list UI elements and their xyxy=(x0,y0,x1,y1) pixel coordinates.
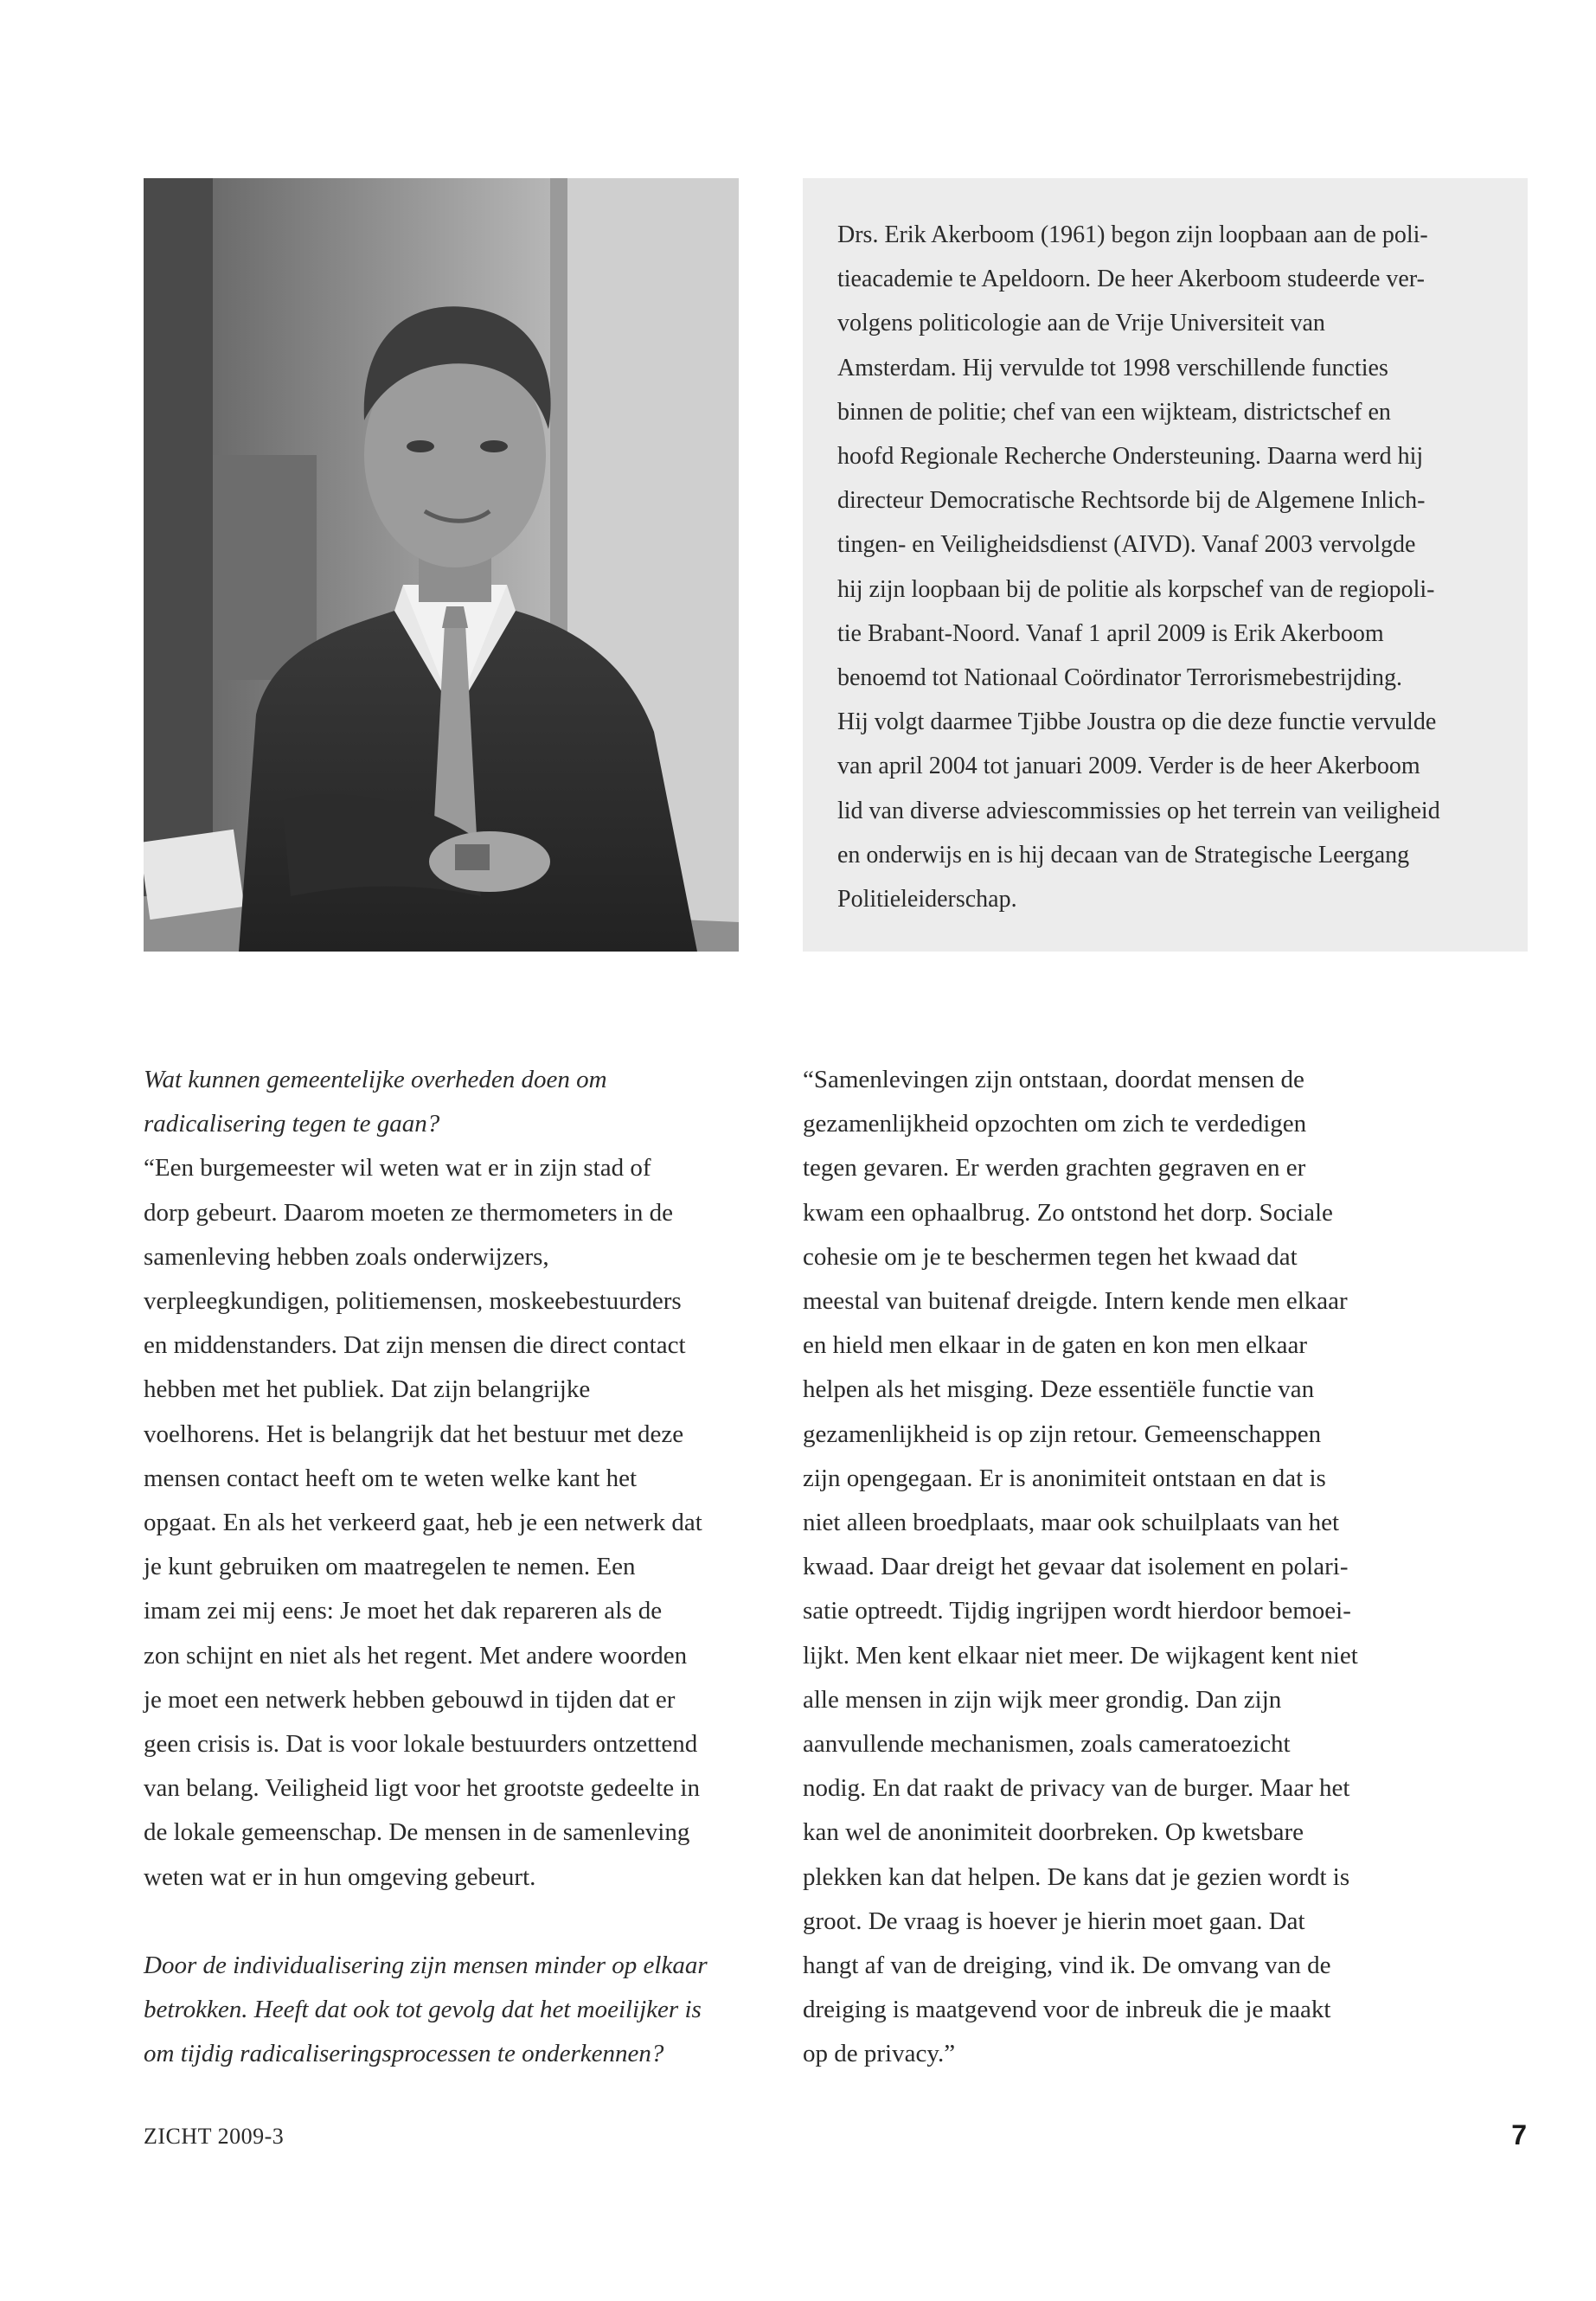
bio-line: van april 2004 tot januari 2009. Verder is de heer Akerboom xyxy=(837,753,1420,780)
answer-line: en middenstanders. Dat zijn mensen die direct contact xyxy=(144,1331,686,1360)
answer-line: geen crisis is. Dat is voor lokale bestuurders ontzettend xyxy=(144,1730,698,1759)
bio-line: hoofd Regionale Recherche Ondersteuning. Daarna werd hij xyxy=(837,443,1424,471)
portrait-photo xyxy=(144,178,739,952)
bio-line: binnen de politie; chef van een wijkteam, districtschef en xyxy=(837,398,1391,426)
bio-line: tingen- en Veiligheidsdienst (AIVD). Vanaf 2003 vervolgde xyxy=(837,531,1416,559)
page-number: 7 xyxy=(1511,2119,1527,2150)
question-line: betrokken. Heeft dat ook tot gevolg dat het moeilijker is xyxy=(144,1996,702,2024)
answer-line: en hield men elkaar in de gaten en kon men elkaar xyxy=(803,1331,1307,1360)
answer-line: alle mensen in zijn wijk meer grondig. Dan zijn xyxy=(803,1685,1282,1714)
bio-line: en onderwijs en is hij decaan van de Strategische Leergang xyxy=(837,841,1410,868)
answer-line: gezamenlijkheid is op zijn retour. Gemeenschappen xyxy=(803,1420,1322,1448)
answer-line: de lokale gemeenschap. De mensen in de samenleving xyxy=(144,1818,690,1847)
bio-line: Politieleiderschap. xyxy=(837,886,1017,913)
bio-line: Amsterdam. Hij vervulde tot 1998 verschillende functies xyxy=(837,354,1388,381)
portrait-illustration xyxy=(144,178,739,952)
publication-label: ZICHT 2009-3 xyxy=(144,2124,285,2149)
answer-line: voelhorens. Het is belangrijk dat het bestuur met deze xyxy=(144,1420,684,1448)
bio-line: Hij volgt daarmee Tjibbe Joustra op die deze functie vervulde xyxy=(837,708,1437,736)
answer-line: groot. De vraag is hoever je hierin moet gaan. Dat xyxy=(803,1907,1305,1935)
answer-line: samenleving hebben zoals onderwijzers, xyxy=(144,1242,549,1271)
bio-line: hij zijn loopbaan bij de politie als korpschef van de regiopoli- xyxy=(837,575,1435,603)
answer-line: kan wel de anonimiteit doorbreken. Op kwetsbare xyxy=(803,1818,1304,1847)
bio-box xyxy=(803,178,1528,952)
answer-line: tegen gevaren. Er werden grachten gegraven en er xyxy=(803,1154,1306,1183)
question-line: om tijdig radicaliseringsprocessen te onderkennen? xyxy=(144,2040,664,2068)
answer-line: zon schijnt en niet als het regent. Met andere woorden xyxy=(144,1641,688,1670)
bio-line: lid van diverse adviescommissies op het terrein van veiligheid xyxy=(837,797,1440,824)
answer-line: gezamenlijkheid opzochten om zich te verdedigen xyxy=(803,1110,1307,1138)
question-line: Wat kunnen gemeentelijke overheden doen om xyxy=(144,1066,607,1093)
answer-line: opgaat. En als het verkeerd gaat, heb je een netwerk dat xyxy=(144,1509,702,1537)
bio-line: volgens politicologie aan de Vrije Universiteit van xyxy=(837,310,1325,337)
answer-line: dreiging is maatgevend voor de inbreuk die je maakt xyxy=(803,1996,1331,2024)
right-column xyxy=(803,1058,1408,2077)
answer-line: niet alleen broedplaats, maar ook schuilplaats van het xyxy=(803,1509,1340,1537)
bio-line: directeur Democratische Rechtsorde bij de Algemene Inlich- xyxy=(837,487,1426,515)
question-line: Door de individualisering zijn mensen minder op elkaar xyxy=(144,1952,708,1980)
answer-line: mensen contact heeft om te weten welke kant het xyxy=(144,1464,638,1492)
answer-line: nodig. En dat raakt de privacy van de burger. Maar het xyxy=(803,1774,1350,1803)
answer-line: imam zei mij eens: Je moet het dak repareren als de xyxy=(144,1597,663,1625)
answer-line: dorp gebeurt. Daarom moeten ze thermometers in de xyxy=(144,1198,673,1227)
paragraph-gap xyxy=(144,1900,749,1944)
answer-line: helpen als het misging. Deze essentiële functie van xyxy=(803,1375,1315,1404)
answer-line: hangt af van de dreiging, vind ik. De omvang van de xyxy=(803,1952,1331,1980)
bio-line: tieacademie te Apeldoorn. De heer Akerboom studeerde ver- xyxy=(837,266,1425,293)
answer-1 xyxy=(144,1146,749,1899)
answer-line: op de privacy.” xyxy=(803,2040,956,2068)
answer-line: “Samenlevingen zijn ontstaan, doordat mensen de xyxy=(803,1066,1304,1093)
answer-line: cohesie om je te beschermen tegen het kwaad dat xyxy=(803,1242,1298,1271)
answer-2 xyxy=(803,1058,1408,2077)
answer-line: je kunt gebruiken om maatregelen te nemen. Een xyxy=(144,1553,636,1581)
question-2 xyxy=(144,1944,749,2077)
bio-line: benoemd tot Nationaal Coördinator Terrorismebestrijding. xyxy=(837,664,1403,692)
answer-line: satie optreedt. Tijdig ingrijpen wordt hierdoor bemoei- xyxy=(803,1597,1351,1625)
answer-line: meestal van buitenaf dreigde. Intern kende men elkaar xyxy=(803,1287,1348,1316)
answer-line: je moet een netwerk hebben gebouwd in tijden dat er xyxy=(144,1685,676,1714)
bio-line: tie Brabant-Noord. Vanaf 1 april 2009 is Erik Akerboom xyxy=(837,619,1384,647)
answer-line: kwam een ophaalbrug. Zo ontstond het dorp. Sociale xyxy=(803,1198,1333,1227)
answer-line: verpleegkundigen, politiemensen, moskeebestuurders xyxy=(144,1287,682,1316)
answer-line: hebben met het publiek. Dat zijn belangrijke xyxy=(144,1375,591,1404)
answer-line: weten wat er in hun omgeving gebeurt. xyxy=(144,1862,536,1891)
answer-line: zijn opengegaan. Er is anonimiteit ontstaan en dat is xyxy=(803,1464,1326,1492)
answer-line: plekken kan dat helpen. De kans dat je gezien wordt is xyxy=(803,1862,1350,1891)
bio-text xyxy=(837,213,1495,921)
answer-line: van belang. Veiligheid ligt voor het grootste gedeelte in xyxy=(144,1774,700,1803)
left-column xyxy=(144,1058,749,2077)
answer-line: aanvullende mechanismen, zoals cameratoezicht xyxy=(803,1730,1291,1759)
answer-line: “Een burgemeester wil weten wat er in zijn stad of xyxy=(144,1154,651,1183)
question-1 xyxy=(144,1058,749,1146)
answer-line: lijkt. Men kent elkaar niet meer. De wijkagent kent niet xyxy=(803,1641,1358,1670)
question-line: radicalisering tegen te gaan? xyxy=(144,1110,440,1138)
bio-line: Drs. Erik Akerboom (1961) begon zijn loopbaan aan de poli- xyxy=(837,221,1428,248)
answer-line: kwaad. Daar dreigt het gevaar dat isolement en polari- xyxy=(803,1553,1349,1581)
